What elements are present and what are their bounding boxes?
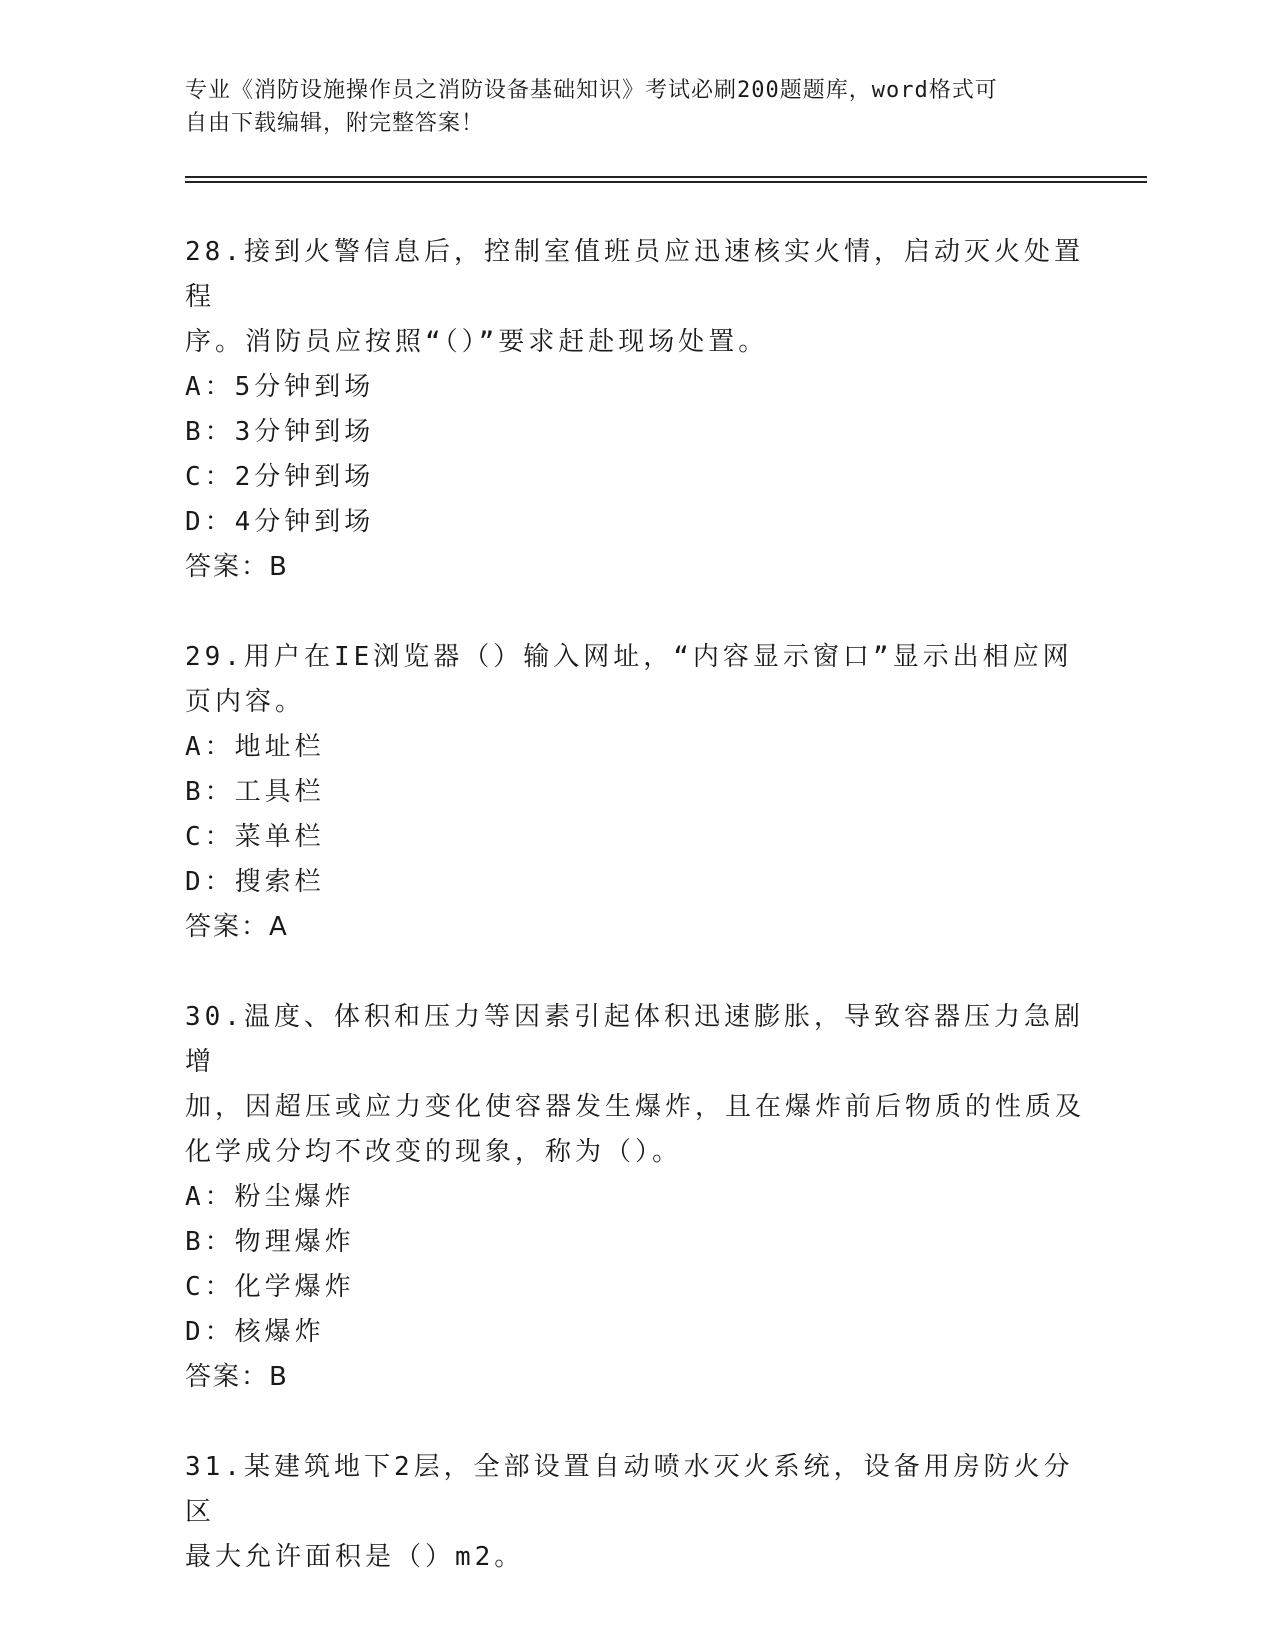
question-stem-line: 30.温度、体积和压力等因素引起体积迅速膨胀，导致容器压力急剧增: [185, 1002, 1084, 1077]
option-c: C：2分钟到场: [185, 462, 375, 492]
option-a: A：地址栏: [185, 732, 325, 762]
option-a: A：5分钟到场: [185, 372, 375, 402]
option-d: D：4分钟到场: [185, 507, 375, 537]
question-28: [185, 230, 1085, 590]
question-29: [185, 635, 1085, 950]
question-stem-line: 31.某建筑地下2层，全部设置自动喷水灭火系统，设备用房防火分区: [185, 1452, 1074, 1527]
question-stem-line: 加，因超压或应力变化使容器发生爆炸，且在爆炸前后物质的性质及: [185, 1092, 1086, 1122]
option-b: B：3分钟到场: [185, 417, 375, 447]
question-stem-line: 最大允许面积是（）m2。: [185, 1542, 525, 1572]
document-header: [185, 74, 1085, 140]
answer-line: 答案：B: [185, 552, 289, 582]
option-c: C：化学爆炸: [185, 1272, 355, 1302]
option-d: D：搜索栏: [185, 867, 325, 897]
question-stem-line: 页内容。: [185, 687, 306, 717]
option-d: D：核爆炸: [185, 1317, 325, 1347]
option-b: B：工具栏: [185, 777, 325, 807]
question-list: [185, 230, 1085, 1625]
question-stem-line: 化学成分均不改变的现象，称为（）。: [185, 1137, 683, 1167]
header-line-2: 自由下载编辑，附完整答案！: [185, 111, 485, 136]
question-stem-line: 28.接到火警信息后，控制室值班员应迅速核实火情，启动灭火处置程: [185, 237, 1084, 312]
header-divider-top: [185, 176, 1147, 178]
option-b: B：物理爆炸: [185, 1227, 355, 1257]
question-30: [185, 995, 1085, 1400]
question-stem-line: 序。消防员应按照“（）”要求赶赴现场处置。: [185, 327, 769, 357]
answer-line: 答案：A: [185, 912, 289, 942]
header-divider-bottom: [185, 181, 1147, 183]
option-a: A：粉尘爆炸: [185, 1182, 355, 1212]
option-c: C：菜单栏: [185, 822, 325, 852]
header-line-1: 专业《消防设施操作员之消防设备基础知识》考试必刷200题题库，word格式可: [185, 78, 998, 103]
answer-line: 答案：B: [185, 1362, 289, 1392]
question-31: [185, 1445, 1085, 1580]
question-stem-line: 29.用户在IE浏览器（）输入网址，“内容显示窗口”显示出相应网: [185, 642, 1073, 672]
